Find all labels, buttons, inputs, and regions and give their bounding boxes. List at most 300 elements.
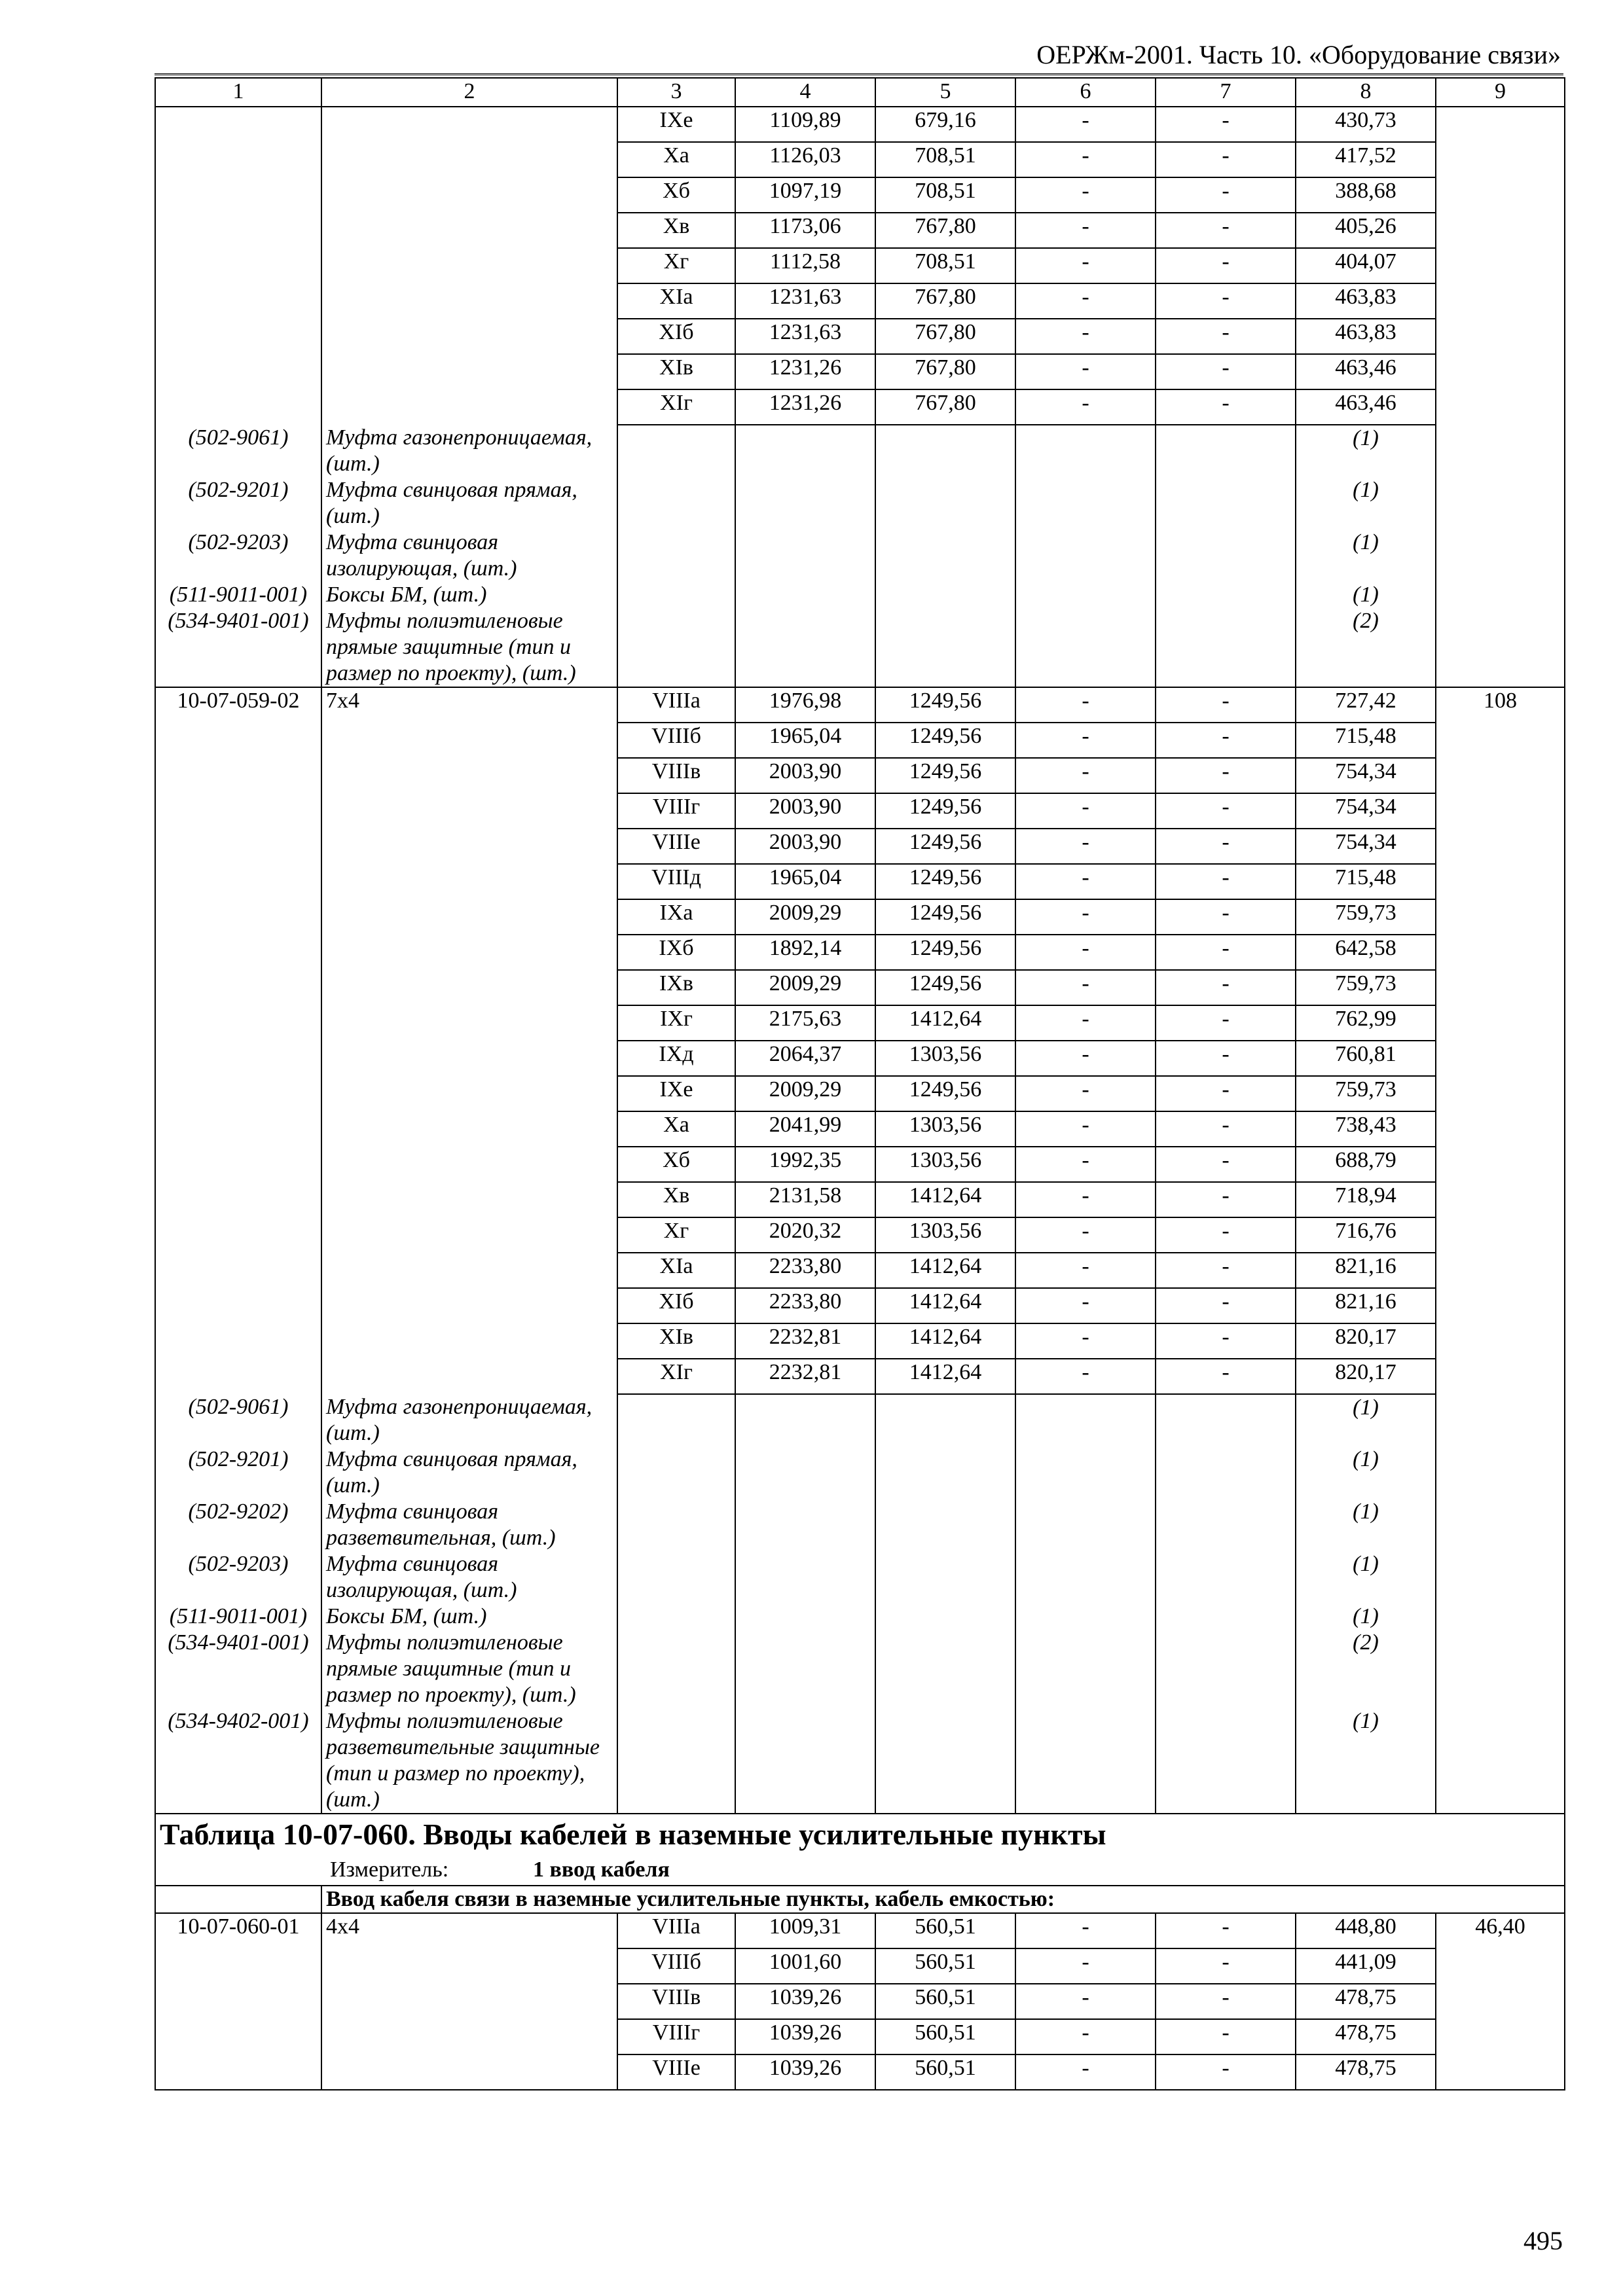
rate-code [155, 1076, 321, 1111]
column-header: 6 [1015, 78, 1156, 107]
total-cost: 1173,06 [735, 213, 875, 248]
empty-cell [1015, 1446, 1156, 1499]
empty-cell [1156, 477, 1296, 529]
materials-cost: 754,34 [1296, 793, 1436, 829]
materials-cost: 478,75 [1296, 2054, 1436, 2090]
labor-cost: 1412,64 [875, 1253, 1015, 1288]
machine-cost: - [1015, 1948, 1156, 1984]
zone-cell: XIв [617, 1323, 735, 1359]
machinist-wage: - [1156, 1147, 1296, 1182]
empty-cell [875, 1604, 1015, 1630]
labor-cost: 1249,56 [875, 687, 1015, 723]
machine-cost: - [1015, 970, 1156, 1005]
machinist-wage: - [1156, 899, 1296, 935]
labor-cost: 767,80 [875, 389, 1015, 425]
machine-cost: - [1015, 248, 1156, 283]
resource-code: (534-9401-001) [155, 608, 321, 687]
machine-cost: - [1015, 1005, 1156, 1041]
empty-cell [1156, 1708, 1296, 1814]
labor-cost: 708,51 [875, 248, 1015, 283]
empty-cell [155, 1886, 321, 1913]
machinist-wage: - [1156, 1913, 1296, 1948]
empty-cell [617, 608, 735, 687]
labor-cost: 767,80 [875, 354, 1015, 389]
labor-cost: 1249,56 [875, 970, 1015, 1005]
rate-name [321, 758, 617, 793]
rate-name [321, 864, 617, 899]
data-row [155, 829, 1565, 864]
rate-name [321, 1288, 617, 1323]
machine-cost: - [1015, 935, 1156, 970]
empty-cell [1015, 1551, 1156, 1604]
machinist-wage: - [1156, 687, 1296, 723]
labor-hours [1436, 1288, 1565, 1323]
materials-cost: 821,16 [1296, 1288, 1436, 1323]
total-cost: 2232,81 [735, 1359, 875, 1394]
machinist-wage: - [1156, 2019, 1296, 2054]
zone-cell: IXв [617, 970, 735, 1005]
labor-cost: 679,16 [875, 107, 1015, 142]
zone-cell: XIб [617, 319, 735, 354]
empty-cell [875, 608, 1015, 687]
labor-hours [1436, 1217, 1565, 1253]
labor-cost: 1303,56 [875, 1041, 1015, 1076]
empty-cell [1156, 1499, 1296, 1551]
materials-cost: 463,83 [1296, 283, 1436, 319]
resource-quantity: (1) [1296, 1551, 1436, 1604]
empty-cell [617, 1394, 735, 1446]
zone-cell: VIIIв [617, 758, 735, 793]
resource-name: Боксы БМ, (шт.) [321, 582, 617, 608]
empty-cell [617, 477, 735, 529]
labor-hours [1436, 248, 1565, 283]
materials-cost: 448,80 [1296, 1913, 1436, 1948]
zone-cell: Xа [617, 1111, 735, 1147]
rate-name [321, 1041, 617, 1076]
rate-name: 4x4 [321, 1913, 617, 1948]
labor-cost: 560,51 [875, 1913, 1015, 1948]
labor-hours [1436, 723, 1565, 758]
empty-cell [1015, 1499, 1156, 1551]
machinist-wage: - [1156, 248, 1296, 283]
rate-name [321, 970, 617, 1005]
page-number: 495 [1523, 2226, 1563, 2255]
empty-cell [617, 1708, 735, 1814]
resource-quantity: (1) [1296, 425, 1436, 477]
rate-name [321, 389, 617, 425]
resource-name: Муфта газонепроницаемая, (шт.) [321, 1394, 617, 1446]
rate-name [321, 1253, 617, 1288]
labor-hours [1436, 177, 1565, 213]
empty-cell [1015, 1630, 1156, 1708]
empty-cell [875, 582, 1015, 608]
machine-cost: - [1015, 1323, 1156, 1359]
rate-code [155, 2054, 321, 2090]
labor-hours [1436, 970, 1565, 1005]
materials-cost: 760,81 [1296, 1041, 1436, 1076]
materials-cost: 738,43 [1296, 1111, 1436, 1147]
empty-cell [735, 582, 875, 608]
measure-line [160, 1855, 1560, 1885]
rate-name [321, 723, 617, 758]
rate-name [321, 935, 617, 970]
total-cost: 2233,80 [735, 1253, 875, 1288]
labor-hours [1436, 389, 1565, 425]
machinist-wage: - [1156, 1182, 1296, 1217]
empty-cell [1436, 1708, 1565, 1814]
empty-cell [735, 1551, 875, 1604]
machinist-wage: - [1156, 1288, 1296, 1323]
machinist-wage: - [1156, 319, 1296, 354]
total-cost: 2020,32 [735, 1217, 875, 1253]
machine-cost: - [1015, 829, 1156, 864]
empty-cell [1156, 1446, 1296, 1499]
resource-code: (502-9201) [155, 1446, 321, 1499]
machine-cost: - [1015, 2054, 1156, 2090]
resource-quantity: (1) [1296, 1604, 1436, 1630]
resource-row [155, 1708, 1565, 1814]
resource-name: Муфты полиэтиленовые прямые защитные (тип и размер по проекту), (шт.) [321, 608, 617, 687]
labor-hours [1436, 2054, 1565, 2090]
empty-cell [1436, 1551, 1565, 1604]
labor-cost: 560,51 [875, 1948, 1015, 1984]
total-cost: 1039,26 [735, 1984, 875, 2019]
labor-hours [1436, 1111, 1565, 1147]
materials-cost: 688,79 [1296, 1147, 1436, 1182]
empty-cell [617, 582, 735, 608]
resource-code: (534-9402-001) [155, 1708, 321, 1814]
rate-code [155, 899, 321, 935]
resource-name: Муфта газонепроницаемая, (шт.) [321, 425, 617, 477]
empty-cell [1015, 1708, 1156, 1814]
rate-code [155, 1147, 321, 1182]
resource-row [155, 1394, 1565, 1446]
resource-quantity: (1) [1296, 1394, 1436, 1446]
rate-code [155, 1948, 321, 1984]
machine-cost: - [1015, 213, 1156, 248]
zone-cell: XIб [617, 1288, 735, 1323]
total-cost: 2232,81 [735, 1323, 875, 1359]
empty-cell [1436, 1394, 1565, 1446]
rate-name [321, 2019, 617, 2054]
materials-cost: 478,75 [1296, 1984, 1436, 2019]
empty-cell [1156, 1630, 1296, 1708]
materials-cost: 820,17 [1296, 1323, 1436, 1359]
empty-cell [875, 477, 1015, 529]
materials-cost: 463,46 [1296, 354, 1436, 389]
empty-cell [735, 608, 875, 687]
empty-cell [617, 425, 735, 477]
zone-cell: Xб [617, 1147, 735, 1182]
table-title-row [155, 1814, 1565, 1886]
measure-label: Измеритель: [330, 1857, 449, 1882]
resource-name: Муфты полиэтиленовые прямые защитные (тип и размер по проекту), (шт.) [321, 1630, 617, 1708]
resource-row [155, 1604, 1565, 1630]
machine-cost: - [1015, 177, 1156, 213]
empty-cell [1156, 425, 1296, 477]
rate-name [321, 142, 617, 177]
labor-hours [1436, 319, 1565, 354]
machine-cost: - [1015, 1182, 1156, 1217]
column-header: 7 [1156, 78, 1296, 107]
empty-cell [735, 477, 875, 529]
empty-cell [875, 1551, 1015, 1604]
resource-row [155, 425, 1565, 477]
rate-code [155, 107, 321, 142]
labor-cost: 767,80 [875, 213, 1015, 248]
machinist-wage: - [1156, 1005, 1296, 1041]
rate-code [155, 1253, 321, 1288]
total-cost: 1001,60 [735, 1948, 875, 1984]
data-row [155, 970, 1565, 1005]
machinist-wage: - [1156, 793, 1296, 829]
data-row [155, 687, 1565, 723]
zone-cell: XIг [617, 389, 735, 425]
empty-cell [617, 1630, 735, 1708]
rate-name [321, 248, 617, 283]
data-row [155, 1005, 1565, 1041]
labor-cost: 1249,56 [875, 723, 1015, 758]
zone-cell: IXе [617, 107, 735, 142]
total-cost: 1039,26 [735, 2054, 875, 2090]
resource-name: Муфта свинцовая прямая, (шт.) [321, 477, 617, 529]
labor-hours [1436, 899, 1565, 935]
resource-name: Муфта свинцовая изолирующая, (шт.) [321, 529, 617, 582]
rate-code: 10-07-060-01 [155, 1913, 321, 1948]
labor-hours [1436, 107, 1565, 142]
empty-cell [1436, 477, 1565, 529]
labor-hours [1436, 283, 1565, 319]
empty-cell [875, 1446, 1015, 1499]
empty-cell [1436, 425, 1565, 477]
data-row [155, 248, 1565, 283]
rate-code [155, 213, 321, 248]
zone-cell: XIа [617, 1253, 735, 1288]
zone-cell: VIIIд [617, 864, 735, 899]
machinist-wage: - [1156, 864, 1296, 899]
labor-hours [1436, 829, 1565, 864]
empty-cell [1436, 1499, 1565, 1551]
zone-cell: XIа [617, 283, 735, 319]
rate-code [155, 1288, 321, 1323]
machine-cost: - [1015, 899, 1156, 935]
zone-cell: Xг [617, 1217, 735, 1253]
empty-cell [1015, 582, 1156, 608]
materials-cost: 754,34 [1296, 758, 1436, 793]
resource-row [155, 608, 1565, 687]
data-row [155, 1076, 1565, 1111]
empty-cell [1156, 529, 1296, 582]
zone-cell: IXа [617, 899, 735, 935]
total-cost: 2003,90 [735, 793, 875, 829]
rate-code [155, 864, 321, 899]
data-row [155, 1948, 1565, 1984]
rate-code [155, 389, 321, 425]
data-row [155, 1217, 1565, 1253]
machinist-wage: - [1156, 177, 1296, 213]
machinist-wage: - [1156, 1217, 1296, 1253]
empty-cell [617, 1551, 735, 1604]
empty-cell [1156, 1604, 1296, 1630]
total-cost: 1112,58 [735, 248, 875, 283]
materials-cost: 441,09 [1296, 1948, 1436, 1984]
empty-cell [1156, 608, 1296, 687]
zone-cell: VIIIе [617, 829, 735, 864]
data-row [155, 864, 1565, 899]
total-cost: 1126,03 [735, 142, 875, 177]
machinist-wage: - [1156, 1076, 1296, 1111]
machinist-wage: - [1156, 1984, 1296, 2019]
rate-code [155, 1323, 321, 1359]
labor-hours: 108 [1436, 687, 1565, 723]
total-cost: 2009,29 [735, 899, 875, 935]
rate-code [155, 142, 321, 177]
machinist-wage: - [1156, 354, 1296, 389]
labor-hours [1436, 1948, 1565, 1984]
labor-hours [1436, 1323, 1565, 1359]
data-row [155, 1913, 1565, 1948]
machinist-wage: - [1156, 935, 1296, 970]
data-row [155, 899, 1565, 935]
empty-cell [1436, 529, 1565, 582]
empty-cell [1015, 1394, 1156, 1446]
column-header-row [155, 78, 1565, 107]
zone-cell: Xв [617, 213, 735, 248]
rate-name: 7x4 [321, 687, 617, 723]
machinist-wage: - [1156, 283, 1296, 319]
total-cost: 1039,26 [735, 2019, 875, 2054]
machinist-wage: - [1156, 2054, 1296, 2090]
column-header: 2 [321, 78, 617, 107]
resource-quantity: (1) [1296, 1499, 1436, 1551]
rate-code [155, 970, 321, 1005]
labor-cost: 708,51 [875, 177, 1015, 213]
empty-cell [1015, 425, 1156, 477]
resource-quantity: (2) [1296, 1630, 1436, 1708]
labor-hours [1436, 1253, 1565, 1288]
rate-name [321, 354, 617, 389]
rate-name [321, 1984, 617, 2019]
materials-cost: 463,46 [1296, 389, 1436, 425]
data-row [155, 723, 1565, 758]
machine-cost: - [1015, 354, 1156, 389]
rate-code [155, 283, 321, 319]
rate-name [321, 1076, 617, 1111]
zone-cell: VIIIг [617, 793, 735, 829]
machine-cost: - [1015, 1253, 1156, 1288]
empty-cell [735, 529, 875, 582]
rate-name [321, 793, 617, 829]
rate-code [155, 1217, 321, 1253]
rate-name [321, 829, 617, 864]
machinist-wage: - [1156, 829, 1296, 864]
empty-cell [875, 1499, 1015, 1551]
data-row [155, 177, 1565, 213]
materials-cost: 718,94 [1296, 1182, 1436, 1217]
zone-cell: IXг [617, 1005, 735, 1041]
rate-code [155, 177, 321, 213]
total-cost: 2009,29 [735, 970, 875, 1005]
machinist-wage: - [1156, 107, 1296, 142]
total-cost: 2131,58 [735, 1182, 875, 1217]
total-cost: 2003,90 [735, 758, 875, 793]
labor-hours [1436, 1041, 1565, 1076]
empty-cell [1436, 582, 1565, 608]
labor-cost: 1412,64 [875, 1359, 1015, 1394]
rate-code [155, 935, 321, 970]
empty-cell [617, 1499, 735, 1551]
materials-cost: 463,83 [1296, 319, 1436, 354]
resource-name: Муфта свинцовая изолирующая, (шт.) [321, 1551, 617, 1604]
total-cost: 1892,14 [735, 935, 875, 970]
rate-name [321, 899, 617, 935]
labor-hours [1436, 1984, 1565, 2019]
labor-cost: 1303,56 [875, 1217, 1015, 1253]
machine-cost: - [1015, 142, 1156, 177]
measure-value: 1 ввод кабеля [533, 1857, 670, 1882]
machine-cost: - [1015, 864, 1156, 899]
data-row [155, 142, 1565, 177]
rate-code [155, 319, 321, 354]
zone-cell: XIв [617, 354, 735, 389]
labor-cost: 1303,56 [875, 1111, 1015, 1147]
data-row [155, 2019, 1565, 2054]
resource-code: (502-9203) [155, 529, 321, 582]
materials-cost: 405,26 [1296, 213, 1436, 248]
empty-cell [1156, 1551, 1296, 1604]
materials-cost: 759,73 [1296, 1076, 1436, 1111]
empty-cell [875, 529, 1015, 582]
data-row [155, 1288, 1565, 1323]
resource-row [155, 477, 1565, 529]
data-row [155, 1111, 1565, 1147]
running-header [155, 38, 1563, 75]
rate-name [321, 1147, 617, 1182]
resource-name: Муфта свинцовая прямая, (шт.) [321, 1446, 617, 1499]
data-row [155, 107, 1565, 142]
empty-cell [735, 425, 875, 477]
data-row [155, 758, 1565, 793]
labor-cost: 1249,56 [875, 899, 1015, 935]
empty-cell [735, 1604, 875, 1630]
rate-code [155, 1111, 321, 1147]
total-cost: 1992,35 [735, 1147, 875, 1182]
resource-name: Боксы БМ, (шт.) [321, 1604, 617, 1630]
rate-code [155, 1182, 321, 1217]
resource-quantity: (1) [1296, 582, 1436, 608]
resource-code: (502-9201) [155, 477, 321, 529]
resource-row [155, 1630, 1565, 1708]
table-title [155, 1814, 1565, 1886]
data-row [155, 1359, 1565, 1394]
materials-cost: 430,73 [1296, 107, 1436, 142]
labor-cost: 1249,56 [875, 758, 1015, 793]
empty-cell [875, 1394, 1015, 1446]
empty-cell [1156, 1394, 1296, 1446]
resource-code: (502-9203) [155, 1551, 321, 1604]
labor-cost: 1412,64 [875, 1288, 1015, 1323]
labor-hours: 46,40 [1436, 1913, 1565, 1948]
empty-cell [1015, 1604, 1156, 1630]
resource-quantity: (1) [1296, 1446, 1436, 1499]
materials-cost: 759,73 [1296, 970, 1436, 1005]
machine-cost: - [1015, 389, 1156, 425]
machinist-wage: - [1156, 1253, 1296, 1288]
data-row [155, 1041, 1565, 1076]
labor-cost: 1412,64 [875, 1323, 1015, 1359]
subheading: Ввод кабеля связи в наземные усилительные пункты, кабель емкостью: [321, 1886, 1565, 1913]
rate-name [321, 213, 617, 248]
